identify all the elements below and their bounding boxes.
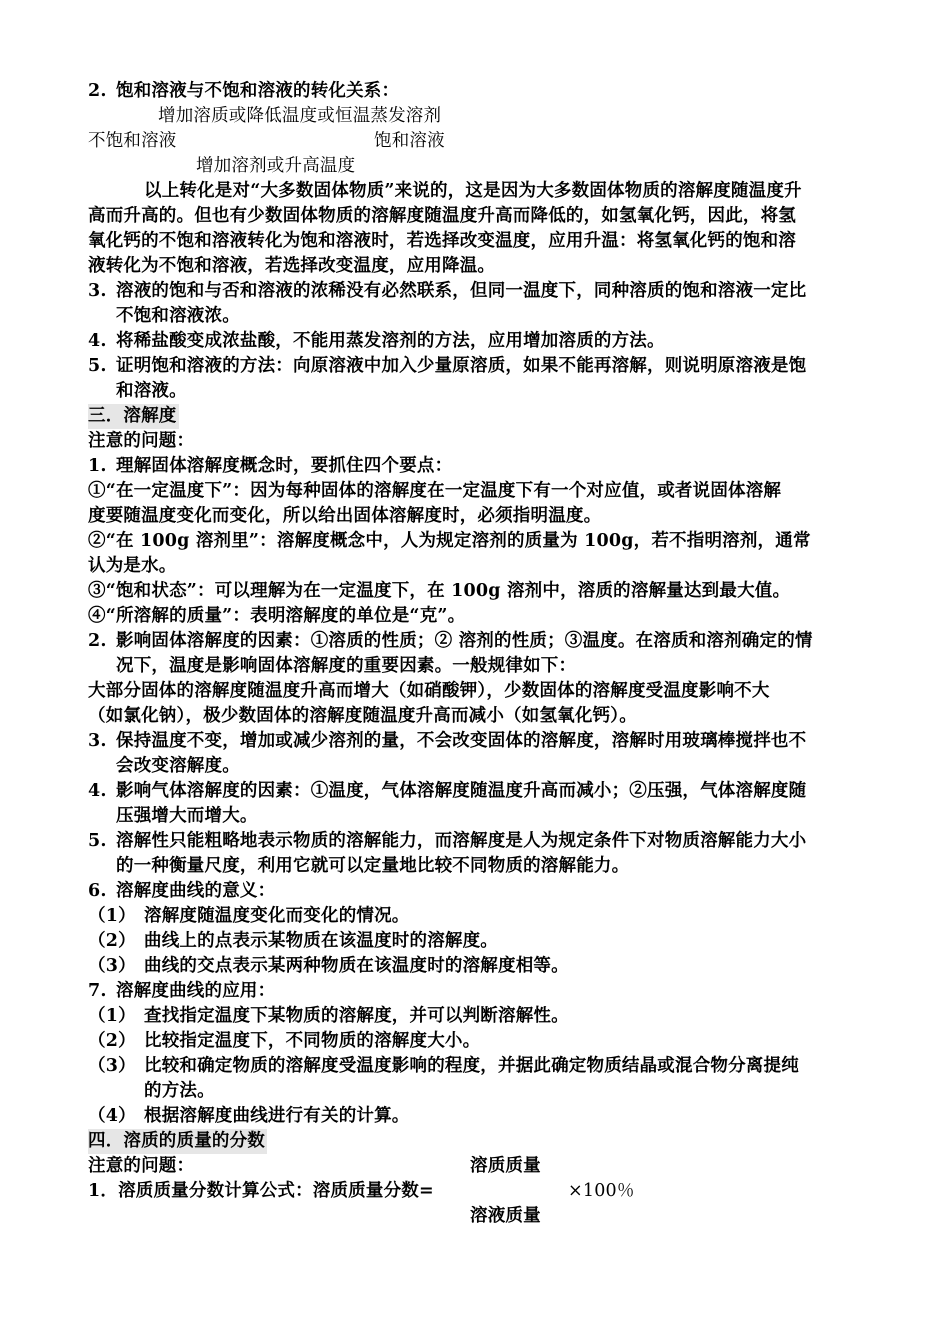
item-5-cont: 和溶液。	[116, 381, 187, 401]
rule-line: （如氯化钠），极少数固体的溶解度随温度升高而减小（如氢氧化钙）。	[88, 706, 637, 726]
item-4-cont: 压强增大而增大。	[116, 806, 258, 826]
item-2-cont: 况下，温度是影响固体溶解度的重要因素。一般规律如下：	[116, 656, 577, 676]
unsaturated-label: 不饱和溶液	[88, 131, 177, 151]
item-7: 7. 溶解度曲线的应用：	[88, 981, 276, 1001]
item-4: 4. 影响气体溶解度的因素：①温度，气体溶解度随温度升高而减小；②压强，气体溶解度随	[88, 781, 807, 801]
formula-numerator: 溶质质量	[470, 1156, 541, 1176]
item-5: 5. 证明饱和溶液的方法：向原溶液中加入少量原溶质，如果不能再溶解，则说明原溶液是饱	[88, 356, 807, 376]
point-2: ②“在 100g 溶剂里”：溶解度概念中，人为规定溶剂的质量为 100g，若不指明溶剂，通常	[88, 531, 811, 551]
paragraph-line: 氧化钙的不饱和溶液转化为饱和溶液时，若选择改变温度，应用升温：将氢氧化钙的饱和溶	[88, 231, 796, 251]
list-item: （3） 曲线的交点表示某两种物质在该温度时的溶解度相等。	[88, 956, 569, 976]
formula-label: 1．溶质质量分数计算公式：溶质质量分数=	[88, 1181, 434, 1201]
item-2: 2. 影响固体溶解度的因素：①溶质的性质；② 溶剂的性质；③温度。在溶质和溶剂确定的情	[88, 631, 813, 651]
item-5: 5. 溶解性只能粗略地表示物质的溶解能力，而溶解度是人为规定条件下对物质溶解能力大小	[88, 831, 807, 851]
point-1-cont: 度要随温度变化而变化，所以给出固体溶解度时，必须指明温度。	[88, 506, 602, 526]
formula-multiplier: ×100％	[568, 1181, 635, 1201]
formula-denominator: 溶液质量	[470, 1206, 541, 1226]
list-item-cont: 的方法。	[144, 1081, 215, 1101]
section-heading: 三．溶解度	[88, 404, 868, 429]
item-3: 3. 溶液的饱和与否和溶液的浓稀没有必然联系，但同一温度下，同种溶质的饱和溶液一定比	[88, 281, 807, 301]
item-3-cont: 会改变溶解度。	[116, 756, 240, 776]
point-2-cont: 认为是水。	[88, 556, 177, 576]
paragraph-line: 以上转化是对“大多数固体物质”来说的，这是因为大多数固体物质的溶解度随温度升	[144, 181, 802, 201]
item-text: 饱和溶液与不饱和溶液的转化关系：	[116, 81, 400, 101]
item-6: 6. 溶解度曲线的意义：	[88, 881, 276, 901]
point-4: ④“所溶解的质量”：表明溶解度的单位是“克”。	[88, 606, 466, 626]
list-item: （2） 比较指定温度下，不同物质的溶解度大小。	[88, 1031, 481, 1051]
list-item: （1） 溶解度随温度变化而变化的情况。	[88, 906, 410, 926]
item-2	[88, 79, 868, 104]
section-heading: 四．溶质的质量的分数	[88, 1129, 868, 1154]
paragraph-line: 高而升高的。但也有少数固体物质的溶解度随温度升高而降低的，如氢氧化钙，因此，将氢	[88, 206, 796, 226]
arrow-top-label: 增加溶质或降低温度或恒温蒸发溶剂	[158, 106, 442, 126]
note-label: 注意的问题：	[88, 1156, 195, 1176]
paragraph-line: 液转化为不饱和溶液，若选择改变温度，应用降温。	[88, 256, 496, 276]
item-3-cont: 不饱和溶液浓。	[116, 306, 240, 326]
item-1: 1. 理解固体溶解度概念时，要抓住四个要点：	[88, 456, 453, 476]
list-item: （2） 曲线上的点表示某物质在该温度时的溶解度。	[88, 931, 498, 951]
item-3: 3. 保持温度不变，增加或减少溶剂的量，不会改变固体的溶解度，溶解时用玻璃棒搅拌也不	[88, 731, 807, 751]
list-item: （1） 查找指定温度下某物质的溶解度，并可以判断溶解性。	[88, 1006, 569, 1026]
point-3: ③“饱和状态”：可以理解为在一定温度下，在 100g 溶剂中，溶质的溶解量达到最大值。	[88, 581, 791, 601]
list-item: （3） 比较和确定物质的溶解度受温度影响的程度，并据此确定物质结晶或混合物分离提纯	[88, 1056, 799, 1076]
point-1: ①“在一定温度下”：因为每种固体的溶解度在一定温度下有一个对应值，或者说固体溶解	[88, 481, 782, 501]
note-label: 注意的问题：	[88, 431, 195, 451]
item-5-cont: 的一种衡量尺度，利用它就可以定量地比较不同物质的溶解能力。	[116, 856, 630, 876]
rule-line: 大部分固体的溶解度随温度升高而增大（如硝酸钾），少数固体的溶解度受温度影响不大	[88, 681, 770, 701]
list-item: （4） 根据溶解度曲线进行有关的计算。	[88, 1106, 410, 1126]
arrow-bottom-label: 增加溶剂或升高温度	[196, 156, 356, 176]
saturated-label: 饱和溶液	[374, 131, 445, 151]
item-4: 4. 将稀盐酸变成浓盐酸，不能用蒸发溶剂的方法，应用增加溶质的方法。	[88, 331, 665, 351]
item-number: 2.	[88, 81, 107, 101]
